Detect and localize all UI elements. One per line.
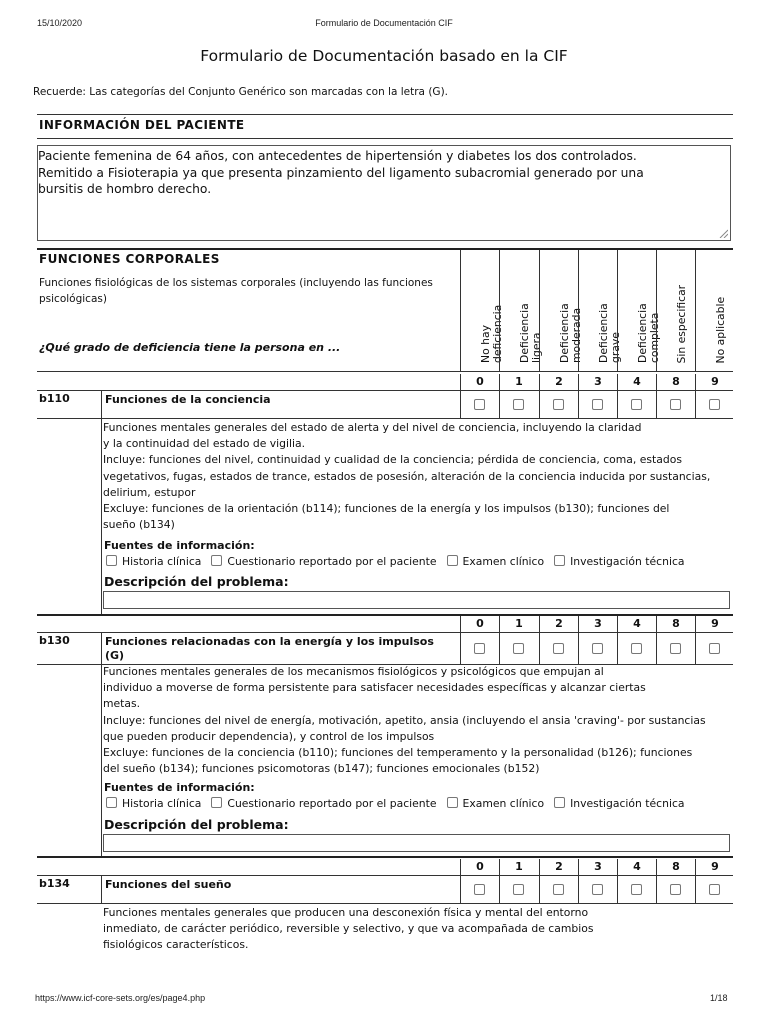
column-label: Deficiencia — [558, 303, 571, 363]
source-checkbox[interactable] — [554, 555, 565, 566]
severity-code: 2 — [539, 859, 578, 875]
severity-code: 1 — [499, 374, 538, 390]
severity-checkbox-b110-3[interactable] — [592, 399, 603, 410]
column-label: deficiencia — [490, 304, 504, 363]
category-excludes: sueño (b134) — [103, 518, 175, 532]
category-definition: individuo a moverse de forma persistente para satisfacer necesidades específicas y alcanzar ciertas — [103, 681, 646, 695]
source-label: Examen clínico — [462, 555, 545, 568]
sources-options — [106, 555, 685, 568]
source-option[interactable] — [106, 555, 201, 568]
category-definition: y la continuidad del estado de vigilia. — [103, 437, 306, 451]
column-header-0 — [460, 250, 504, 371]
column-header-2 — [539, 250, 583, 371]
source-label: Examen clínico — [462, 797, 545, 810]
column-label: grave — [608, 332, 622, 363]
divider — [37, 418, 733, 419]
divider — [101, 875, 102, 903]
source-option[interactable] — [447, 797, 545, 810]
category-excludes: Excluye: funciones de la conciencia (b110); funciones del temperamento y la personalidad (b126); funciones — [103, 746, 693, 759]
source-checkbox[interactable] — [447, 797, 458, 808]
source-label: Historia clínica — [122, 797, 202, 810]
severity-checkbox-b110-8[interactable] — [670, 399, 681, 410]
severity-code: 8 — [656, 859, 695, 875]
problem-description-input[interactable] — [103, 834, 730, 852]
body-functions-subtitle: Funciones fisiológicas de los sistemas corporales (incluyendo las funciones psicológicas) — [39, 277, 433, 305]
category-code: b134 — [39, 877, 70, 890]
category-definition: fisiológicos característicos. — [103, 938, 249, 952]
source-checkbox[interactable] — [211, 555, 222, 566]
source-option[interactable] — [106, 797, 201, 810]
severity-checkbox-b130-1[interactable] — [513, 643, 524, 654]
severity-code: 0 — [460, 616, 499, 632]
sources-options — [106, 797, 685, 810]
category-includes: Incluye: funciones del nivel, continuidad y cualidad de la conciencia; pérdida de conciencia, coma, estados — [103, 453, 682, 467]
category-name: Funciones del sueño — [105, 878, 232, 891]
source-label: Cuestionario reportado por el paciente — [227, 797, 437, 810]
category-code: b110 — [39, 392, 70, 405]
generic-set-note: Recuerde: Las categorías del Conjunto Genérico son marcadas con la letra (G). — [33, 86, 449, 98]
patient-text-line: Remitido a Fisioterapia ya que presenta pinzamiento del ligamento subacromial generado por una — [38, 165, 644, 180]
divider — [37, 371, 733, 372]
severity-checkbox-b134-3[interactable] — [592, 884, 603, 895]
severity-checkbox-b134-9[interactable] — [709, 884, 720, 895]
patient-info-textarea[interactable] — [37, 145, 731, 241]
body-functions-title: FUNCIONES CORPORALES — [39, 252, 220, 266]
problem-description-title: Descripción del problema: — [104, 817, 289, 832]
column-label: No aplicable — [714, 296, 727, 363]
column-label: moderada — [569, 307, 583, 363]
severity-code: 1 — [499, 616, 538, 632]
severity-code: 9 — [695, 616, 734, 632]
column-header-9 — [695, 250, 734, 371]
column-label: Deficiencia — [597, 303, 610, 363]
source-option[interactable] — [211, 555, 436, 568]
column-header-3 — [578, 250, 622, 371]
category-definition: Funciones mentales generales del estado de alerta y del nivel de conciencia, incluyendo la claridad — [103, 421, 642, 434]
severity-code: 3 — [578, 374, 617, 390]
print-title: Formulario de Documentación CIF — [315, 18, 453, 28]
severity-checkbox-b134-4[interactable] — [631, 884, 642, 895]
severity-checkbox-b134-1[interactable] — [513, 884, 524, 895]
column-label: No hay — [479, 325, 492, 363]
source-checkbox[interactable] — [106, 555, 117, 566]
severity-code: 9 — [695, 859, 734, 875]
patient-section-title: INFORMACIÓN DEL PACIENTE — [39, 118, 245, 132]
severity-code: 4 — [617, 859, 656, 875]
severity-checkbox-b130-0[interactable] — [474, 643, 485, 654]
divider — [101, 632, 102, 856]
category-name: Funciones relacionadas con la energía y los impulsos — [105, 635, 434, 648]
form-title: Formulario de Documentación basado en la CIF — [200, 47, 568, 65]
column-label: Deficiencia — [518, 303, 531, 363]
severity-checkbox-b134-2[interactable] — [553, 884, 564, 895]
severity-number-row — [37, 374, 733, 390]
problem-description-input[interactable] — [103, 591, 730, 609]
source-option[interactable] — [554, 797, 684, 810]
source-option[interactable] — [211, 797, 436, 810]
print-url: https://www.icf-core-sets.org/es/page4.php — [35, 993, 206, 1003]
severity-checkbox-b110-4[interactable] — [631, 399, 642, 410]
divider — [37, 138, 733, 139]
severity-checkbox-b134-0[interactable] — [474, 884, 485, 895]
severity-checkbox-b130-4[interactable] — [631, 643, 642, 654]
column-label: Sin especificar — [675, 284, 688, 363]
resize-handle-icon[interactable] — [719, 229, 728, 238]
patient-text-line: bursitis de hombro derecho. — [38, 182, 212, 196]
severity-code: 8 — [656, 374, 695, 390]
severity-checkbox-b130-2[interactable] — [553, 643, 564, 654]
severity-code: 0 — [460, 374, 499, 390]
category-excludes: Excluye: funciones de la orientación (b114); funciones de la energía y los impulsos (b130); funciones del — [103, 502, 670, 515]
category-code: b130 — [39, 634, 70, 647]
category-definition: Funciones mentales generales que producen una desconexión física y mental del entorno — [103, 906, 589, 919]
divider — [101, 390, 102, 614]
severity-code: 4 — [617, 374, 656, 390]
column-label: Deficiencia — [636, 303, 649, 363]
divider — [37, 903, 733, 904]
severity-checkbox-b110-1[interactable] — [513, 399, 524, 410]
source-label: Historia clínica — [122, 555, 202, 568]
source-checkbox[interactable] — [447, 555, 458, 566]
column-header-8 — [656, 250, 695, 371]
severity-code: 9 — [695, 374, 734, 390]
severity-checkbox-b130-8[interactable] — [670, 643, 681, 654]
severity-number-row — [37, 859, 733, 875]
severity-code: 1 — [499, 859, 538, 875]
source-option[interactable] — [554, 555, 684, 568]
column-label: completa — [647, 312, 661, 363]
severity-checkbox-b130-3[interactable] — [592, 643, 603, 654]
page-number: 1/18 — [710, 993, 728, 1003]
category-name: (G) — [105, 649, 125, 662]
severity-checkbox-b130-9[interactable] — [709, 643, 720, 654]
severity-code: 3 — [578, 859, 617, 875]
source-label: Investigación técnica — [570, 555, 685, 568]
severity-code: 3 — [578, 616, 617, 632]
category-includes: que pueden producir dependencia), y control de los impulsos — [103, 729, 435, 743]
source-checkbox[interactable] — [554, 797, 565, 808]
severity-code: 4 — [617, 616, 656, 632]
source-checkbox[interactable] — [106, 797, 117, 808]
severity-number-row — [37, 616, 733, 632]
category-excludes: del sueño (b134); funciones psicomotoras (b147); funciones emocionales (b152) — [103, 762, 540, 776]
category-definition: inmediato, de carácter periódico, reversible y selectivo, y que va acompañada de cambios — [103, 922, 594, 936]
severity-checkbox-b110-0[interactable] — [474, 399, 485, 410]
severity-code: 0 — [460, 859, 499, 875]
category-includes: delirium, estupor — [103, 485, 196, 499]
source-checkbox[interactable] — [211, 797, 222, 808]
column-header-4 — [617, 250, 661, 371]
sources-title: Fuentes de información: — [104, 781, 255, 794]
severity-code: 2 — [539, 616, 578, 632]
print-date: 15/10/2020 — [37, 18, 83, 28]
severity-checkbox-b110-2[interactable] — [553, 399, 564, 410]
divider — [37, 856, 733, 858]
severity-code: 2 — [539, 374, 578, 390]
severity-checkbox-b134-8[interactable] — [670, 884, 681, 895]
severity-code: 8 — [656, 616, 695, 632]
problem-description-title: Descripción del problema: — [104, 574, 289, 589]
source-option[interactable] — [447, 555, 545, 568]
category-name: Funciones de la conciencia — [105, 393, 271, 406]
category-includes: Incluye: funciones del nivel de energía, motivación, apetito, ansia (incluyendo el ansia 'craving'- por sustancias — [103, 713, 706, 727]
category-definition: Funciones mentales generales de los mecanismos fisiológicos y psicológicos que empujan al — [103, 665, 604, 678]
severity-question: ¿Qué grado de deficiencia tiene la persona en ... — [39, 341, 341, 354]
severity-checkbox-b110-9[interactable] — [709, 399, 720, 410]
sources-title: Fuentes de información: — [104, 539, 255, 552]
source-label: Investigación técnica — [570, 797, 685, 810]
divider — [37, 114, 733, 115]
column-label: ligera — [529, 332, 543, 363]
category-includes: vegetativos, fugas, estados de trance, estados de posesión, alteración de la conciencia inducida por sustancias, — [103, 469, 711, 483]
source-label: Cuestionario reportado por el paciente — [227, 555, 437, 568]
category-definition: metas. — [103, 697, 141, 711]
column-header-1 — [499, 250, 543, 371]
patient-text-line: Paciente femenina de 64 años, con antecedentes de hipertensión y diabetes los dos controlados. — [38, 149, 637, 163]
